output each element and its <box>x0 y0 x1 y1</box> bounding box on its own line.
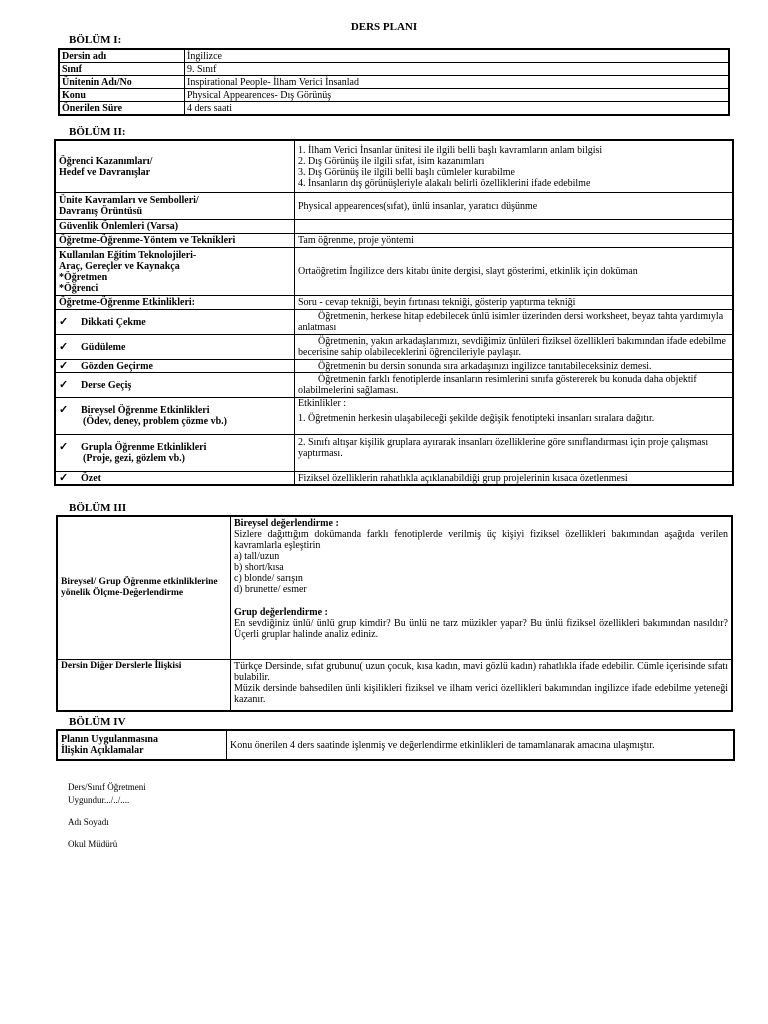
kavram-value: Physical appearences(sıfat), ünlü insanlar, yaratıcı düşünme <box>295 193 734 220</box>
iliski-value <box>231 660 733 712</box>
guvenlik-value <box>295 220 734 234</box>
gozden-value: Öğretmenin bu dersin sonunda sıra arkadaşınızı ingilizce tanıtabileceksiniz demesi. <box>295 360 734 373</box>
label-line: Kullanılan Eğitim Teknolojileri- <box>59 249 197 261</box>
check-icon: ✓ <box>59 359 69 372</box>
label-text: Bireysel Öğrenme Etkinlikleri <box>81 405 210 416</box>
label-text: Derse Geçiş <box>81 379 132 391</box>
table-row <box>55 398 733 435</box>
row-label: Dersin adı <box>59 49 185 63</box>
check-icon: ✓ <box>59 315 69 328</box>
label-text: Özet <box>81 472 101 484</box>
table-row <box>57 730 734 760</box>
kazanim-value <box>295 140 734 193</box>
olcme-label: Bireysel/ Grup Öğrenme etkinliklerine yönelik Ölçme-Değerlendirme <box>57 516 231 660</box>
section-1-heading: BÖLÜM I: <box>69 34 122 46</box>
label-text: Güdüleme <box>81 341 126 353</box>
label-text: Grupla Öğrenme Etkinlikleri <box>81 442 207 453</box>
guvenlik-label: Güvenlik Önlemleri (Varsa) <box>55 220 295 234</box>
assessment-table <box>56 515 733 712</box>
dikkat-value: Öğretmenin, herkese hitap edebilecek ünlü isimler üzerinden dersi worksheet, beyaz tahta yardımıyla anlatması <box>295 310 734 335</box>
table-row <box>55 335 733 360</box>
bireysel-title: Bireysel değerlendirme : <box>234 518 339 529</box>
label-line: Öğrenci Kazanımları/ <box>59 155 153 167</box>
arac-value: Ortaöğretim İngilizce ders kitabı ünite dergisi, slayt gösterimi, etkinlik için doküman <box>295 248 734 296</box>
yontem-label: Öğretme-Öğrenme-Yöntem ve Teknikleri <box>55 234 295 248</box>
table-row <box>59 102 729 116</box>
row-value: 4 ders saati <box>185 102 730 116</box>
row-value: İngilizce <box>185 49 730 63</box>
table-row <box>55 234 733 248</box>
label-line: *Öğrenci <box>59 282 99 294</box>
guduleme-label <box>55 335 295 360</box>
check-icon: ✓ <box>59 340 69 353</box>
aciklama-label <box>57 730 227 760</box>
table-row <box>57 516 732 660</box>
gozden-label <box>55 360 295 373</box>
etkinlik-label: Öğretme-Öğrenme Etkinlikleri: <box>55 296 295 310</box>
table-row <box>55 296 733 310</box>
option-item: a) tall/uzun <box>234 551 280 562</box>
etkinlik-value: Soru - cevap tekniği, beyin fırtınası tekniği, gösterip yaptırma tekniği <box>295 296 734 310</box>
principal-label: Okul Müdürü <box>68 839 118 849</box>
label-line: (Proje, gezi, gözlem vb.) <box>83 453 185 464</box>
check-icon: ✓ <box>59 404 69 416</box>
dikkat-label <box>55 310 295 335</box>
iliski-label: Dersin Diğer Derslerle İlişkisi <box>57 660 231 712</box>
text-line: Etkinlikler : <box>298 398 347 409</box>
label-line: Hedef ve Davranışlar <box>59 166 151 178</box>
label-line: İlişkin Açıklamalar <box>61 745 144 756</box>
option-item: c) blonde/ sarışın <box>234 573 303 584</box>
label-line: Planın Uygulanmasına <box>61 734 158 745</box>
row-value: Physical Appearences- Dış Görünüş <box>185 89 730 102</box>
table-row <box>55 193 733 220</box>
ozet-value: Fiziksel özelliklerin rahatlıkla açıklanabildiği grup projelerinin kısaca özetlenmesi <box>295 472 734 486</box>
text-line: Türkçe Dersinde, sıfat grubunu( uzun çocuk, kısa kadın, mavi gözlü kadın) rahatlıkla ifade edebilir. Cümle içerisinde sıfatı bulabilir. <box>234 661 728 683</box>
row-label: Sınıf <box>59 63 185 76</box>
label-line: *Öğretmen <box>59 271 108 283</box>
arac-label <box>55 248 295 296</box>
teacher-label: Ders/Sınıf Öğretmeni <box>68 782 146 792</box>
table-row <box>59 89 729 102</box>
section-4-heading: BÖLÜM IV <box>69 716 126 728</box>
label-text: Dikkati Çekme <box>81 316 146 328</box>
gecis-value: Öğretmenin farklı fenotiplerde insanların resimlerini sınıfa göstererek bu konuda daha objektif olabilmelerini sağlaması. <box>295 373 734 398</box>
list-item: 1. İlham Verici İnsanlar ünitesi ile ilgili belli başlı kavramların anlam bilgisi <box>298 144 603 156</box>
table-row <box>55 248 733 296</box>
name-label: Adı Soyadı <box>68 817 109 827</box>
plan-details-table <box>54 139 734 486</box>
label-line: (Ödev, deney, problem çözme vb.) <box>83 416 227 427</box>
text-line: Müzik dersinde bahsedilen ünli kişilikleri fiziksel ve ilham verici özellikleri bakımından ingilizce ifade edebilme yeteneği kazanır. <box>234 683 728 705</box>
check-icon: ✓ <box>59 471 69 484</box>
yontem-value: Tam öğrenme, proje yöntemi <box>295 234 734 248</box>
kazanim-label <box>55 140 295 193</box>
aciklama-value: Konu önerilen 4 ders saatinde işlenmiş ve değerlendirme etkinlikleri de tamamlanarak amacına ulaşmıştır. <box>227 730 735 760</box>
document-title: DERS PLANI <box>350 21 418 33</box>
list-item: 2. Dış Görünüş ile ilgili sıfat, isim kazanımları <box>298 155 485 167</box>
table-row <box>55 472 733 486</box>
row-label: Konu <box>59 89 185 102</box>
table-row <box>59 63 729 76</box>
olcme-value <box>231 516 733 660</box>
table-row <box>55 310 733 335</box>
section-2-heading: BÖLÜM II: <box>69 126 126 138</box>
table-row <box>55 140 733 193</box>
approval-label: Uygundur.../../.... <box>68 795 130 805</box>
label-line: Araç, Gereçler ve Kaynakça <box>59 260 180 272</box>
section-3-heading: BÖLÜM III <box>69 502 127 514</box>
text-line: 1. Öğretmenin herkesin ulaşabileceği şekilde değişik fenotipteki insanları sıralara dağıtır. <box>298 413 655 424</box>
list-item: 4. İnsanların dış görünüşleriyle alakalı belirli özelliklerini ifade edebilme <box>298 177 591 189</box>
grup-text: En sevdiğiniz ünlü/ ünlü grup kimdir? Bu ünlü ne tarz müzikler yapar? Bu ünlü fiziksel özellikleri bakımından nasıldır? Üçerli gruplar halinde analiz ediniz. <box>234 618 728 640</box>
grup-title: Grup değerlendirme : <box>234 607 328 618</box>
option-item: d) brunette/ esmer <box>234 584 307 595</box>
table-row <box>59 76 729 89</box>
row-value: Inspirational People- İlham Verici İnsanlad <box>185 76 730 89</box>
course-info-table <box>58 48 730 116</box>
option-item: b) short/kısa <box>234 562 284 573</box>
table-row <box>55 220 733 234</box>
table-row <box>57 660 732 712</box>
check-icon: ✓ <box>59 441 69 453</box>
bireysel-value <box>295 398 734 435</box>
label-line: Davranış Örüntüsü <box>59 206 143 217</box>
check-icon: ✓ <box>59 378 69 391</box>
grupla-value: 2. Sınıfı altışar kişilik gruplara ayırarak insanları özelliklerine göre sınıflandırması için proje çalışması yaptırması. <box>295 435 734 472</box>
kavram-label <box>55 193 295 220</box>
ozet-label <box>55 472 295 486</box>
table-row <box>55 360 733 373</box>
grupla-label <box>55 435 295 472</box>
label-text: Gözden Geçirme <box>81 360 153 372</box>
gecis-label <box>55 373 295 398</box>
row-label: Önerilen Süre <box>59 102 185 116</box>
evaluation-table <box>56 729 735 761</box>
guduleme-value: Öğretmenin, yakın arkadaşlarımızı, sevdiğimiz ünlüleri fiziksel özellikleri bakımından ifade edebilme becerisine sahip olabileceklerini öğrencileriyle paylaşır. <box>295 335 734 360</box>
row-label: Ünitenin Adı/No <box>59 76 185 89</box>
list-item: 3. Dış Görünüş ile ilgili belli başlı cümleler kurabilme <box>298 166 515 178</box>
bireysel-label <box>55 398 295 435</box>
table-row <box>55 435 733 472</box>
row-value: 9. Sınıf <box>185 63 730 76</box>
bireysel-text: Sizlere dağıttığım dokümanda farklı fenotiplerde verilmiş üç kişiyi fiziksel özellikleri bakımından aşağıda verilen kavramlarla eşleştirin <box>234 529 728 551</box>
table-row <box>59 49 729 63</box>
table-row <box>55 373 733 398</box>
label-line: Ünite Kavramları ve Sembolleri/ <box>59 195 199 206</box>
